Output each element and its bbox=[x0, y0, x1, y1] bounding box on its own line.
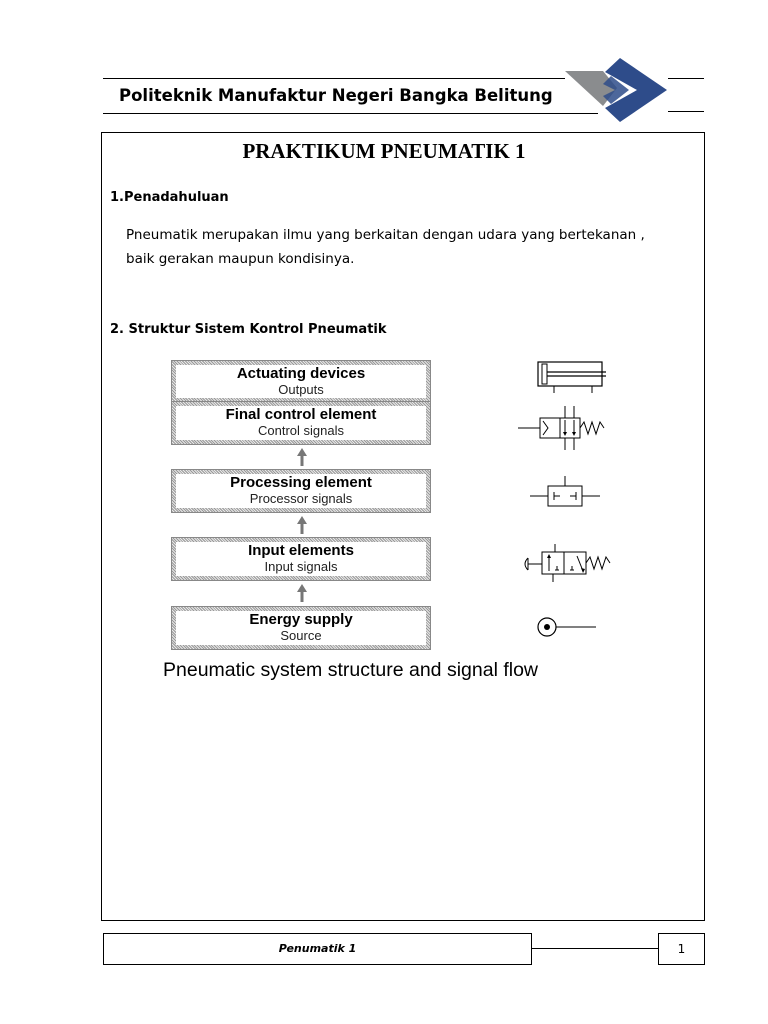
up-arrow-icon bbox=[296, 584, 308, 602]
flow-box-energy-supply bbox=[172, 607, 430, 649]
header-bottom-rule-left bbox=[103, 113, 598, 114]
footer-connector-line bbox=[532, 948, 658, 949]
flow-box-final-control-element bbox=[172, 402, 430, 444]
flow-box-input-elements bbox=[172, 538, 430, 580]
flow-box-actuating-devices bbox=[172, 361, 430, 402]
header-bottom-rule-right bbox=[668, 111, 704, 112]
header-top-rule-left bbox=[103, 78, 565, 79]
flow-box-subtitle: Source bbox=[280, 628, 322, 643]
pressure-source-symbol-icon bbox=[536, 614, 598, 640]
diagram-caption: Pneumatic system structure and signal flow bbox=[163, 659, 538, 681]
paragraph-line-1: Pneumatik merupakan ilmu yang berkaitan dengan udara yang bertekanan , bbox=[126, 227, 645, 243]
cylinder-symbol-icon bbox=[530, 358, 610, 394]
up-arrow-icon bbox=[296, 448, 308, 466]
institution-logo bbox=[565, 56, 671, 124]
directional-valve-symbol-icon bbox=[518, 404, 610, 452]
page-number: 1 bbox=[658, 933, 705, 965]
flow-box-title: Actuating devices bbox=[236, 365, 366, 382]
paragraph-line-2: baik gerakan maupun kondisinya. bbox=[126, 251, 355, 267]
flow-box-title: Processing element bbox=[230, 474, 372, 491]
document-title: PRAKTIKUM PNEUMATIK 1 bbox=[242, 139, 526, 163]
flow-box-subtitle: Outputs bbox=[278, 382, 324, 397]
flow-box-title: Input elements bbox=[248, 542, 354, 559]
section-heading-introduction: 1.Penadahuluan bbox=[110, 190, 229, 205]
flow-box-subtitle: Processor signals bbox=[249, 491, 353, 506]
flow-box-subtitle: Control signals bbox=[258, 423, 344, 438]
flow-box-subtitle: Input signals bbox=[264, 559, 338, 574]
institution-name: Politeknik Manufaktur Negeri Bangka Belitung bbox=[119, 86, 553, 105]
flow-box-title: Final control element bbox=[225, 406, 377, 423]
section-heading-structure: 2. Struktur Sistem Kontrol Pneumatik bbox=[110, 322, 387, 337]
push-button-valve-symbol-icon bbox=[522, 544, 612, 584]
header-top-rule-right bbox=[668, 78, 704, 79]
processing-valve-symbol-icon bbox=[530, 476, 600, 516]
footer-label: Penumatik 1 bbox=[103, 933, 532, 965]
up-arrow-icon bbox=[296, 516, 308, 534]
flow-box-processing-element bbox=[172, 470, 430, 512]
flow-box-title: Energy supply bbox=[249, 611, 353, 628]
